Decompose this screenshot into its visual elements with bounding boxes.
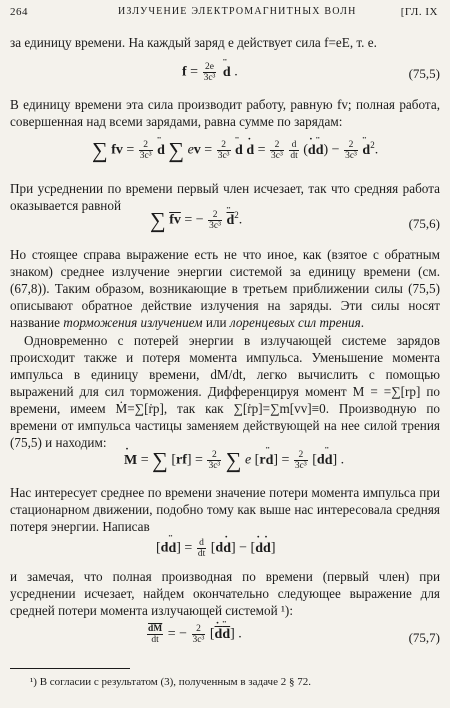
paragraph-6-text: Нас интересует среднее по времени значение потери момента импульса при стационарном движении, подобно тому как выше нас интересовала средняя потеря энергии. Написав [10,485,440,534]
page-number: 264 [10,6,28,18]
equation-derivative-identity: [dd ¨] = $\frac{d}{dt}$ [dd ˙] − [d ˙d ˙] [156,538,275,559]
paragraph-4-part-e: . [360,315,365,330]
paragraph-7-text: и замечая, что полная производная по времени (первый член) при усреднении исчезает, найдем окончательно следующее выражение для средней потери момента излучающей системой ¹): [10,569,440,618]
paragraph-3-text: При усреднении по времени первый член исчезает, так что средняя работа оказывается равной [10,181,440,213]
running-title: ИЗЛУЧЕНИЕ ЭЛЕКТРОМАГНИТНЫХ ВОЛН [118,6,357,17]
equation-number-75-5: (75,5) [408,66,440,81]
equation-number-75-7: (75,7) [408,630,440,645]
term-radiation-damping: торможения излучением [63,315,203,330]
equation-75-7: $\frac{\overline{dM}}{dt}$ = − $\frac{2}{\text{3c³}}$ [$\overline{d}$ $˙\overline{d}$ ¨] . [146,624,242,645]
footnote: ¹) В согласии с результатом (3), полученным в задаче 2 § 72. [30,676,311,688]
equation-number-75-6: (75,6) [408,216,440,231]
equation-work-sum: ∑ fv = $\frac{2}{\text{3c³}}$ d ¨ ∑ ev = $\frac{2}{\text{3c³}}$ d ¨ d ˙ = $\frac{2}{\text{3c³}}$ $\frac{d}{dt}$ (d ˙d ¨) − $\frac{2}{\text{3c³}}$ d ¨$^2$. [92,140,378,161]
paragraph-2-text: В единицу времени эта сила производит работу, равную fv; полная работа, совершенная над всеми зарядами, равна сумме по зарядам: [10,97,440,129]
paragraph-5-text: Одновременно с потерей энергии в излучающей системе зарядов происходит также и потеря момента импульса. Уменьшение момента импульса в единицу времени, dM/dt, легко вычислить с помощью выражений для сил торможения. Дифференцируя момент M = =∑[rp] по времени, имеем Ṁ=∑[ṙp], так как ∑[ṙp]=∑m[vv]≡0. Производную по времени от импульса частицы заменяем действующей на нее силой трения (75,5) и находим: [10,333,440,450]
paragraph-1 [10,34,440,51]
paragraph-6 [10,484,440,535]
paragraph-5 [10,332,440,451]
paragraph-1-text: за единицу времени. На каждый заряд e действует сила f=eE, т. е. [10,35,377,50]
running-header [10,6,438,22]
equation-momentum-loss: M ˙ = ∑ [rf] = $\frac{2}{\text{3c³}}$ ∑ e [rd ¨] = $\frac{2}{\text{3c³}}$ [dd ¨] . [124,450,344,471]
paragraph-4 [10,246,440,331]
equation-75-5: f = $\frac{2e}{\text{3c³}}$ d ¨ . [182,62,238,83]
equation-75-6: ∑ $\overline{fv}$ = − $\frac{2}{\text{3c³}}$ $\overline{d}$ ¨$^2$. [150,210,242,231]
paragraph-7 [10,568,440,619]
paragraph-3 [10,180,440,214]
paragraph-2 [10,96,440,130]
footnote-divider [10,668,130,669]
paragraph-4-part-c: или [202,315,230,330]
chapter-label: [ГЛ. IX [400,6,438,18]
term-lorentz-friction: лоренцевых сил трения [229,315,361,330]
paragraph-4-text [10,246,440,331]
paragraph-4-part-a: Но стоящее справа выражение есть не что иное, как (взятое с обратным знаком) среднее излучение энергии системой за единицу времени (см. (67,8)). Таким образом, возникающие в третьем приближении силы (75,5) описывают обратное действие излучения на заряды. Эти силы носят название [10,247,440,330]
